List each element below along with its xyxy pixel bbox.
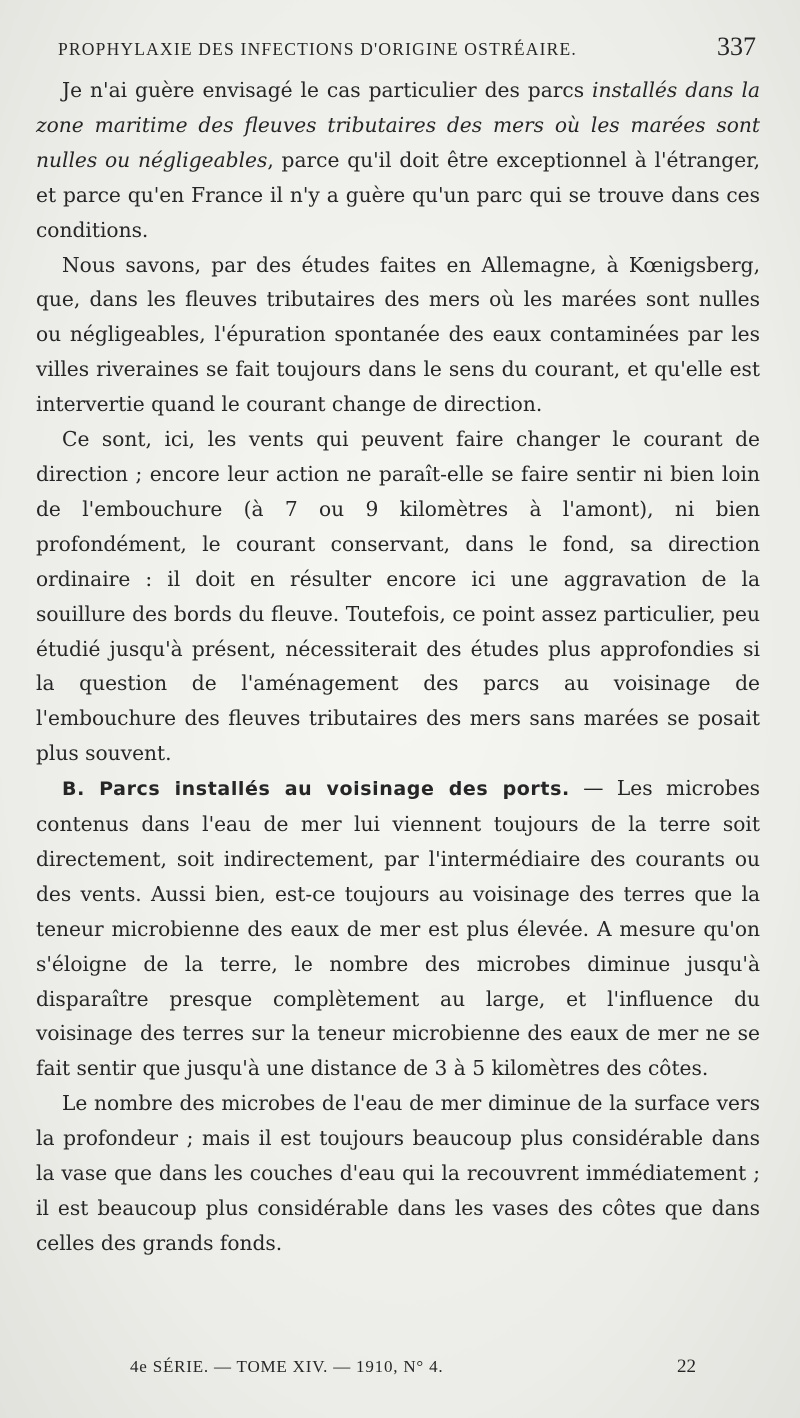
paragraph-1-text-a: Je n'ai guère envisagé le cas particulier des parcs bbox=[62, 78, 593, 102]
paragraph-1-italic: installés dans la zone maritime des fleuves tributaires des mers où les marées sont nulles ou négligeables bbox=[36, 78, 761, 172]
paragraph-5: Le nombre des microbes de l'eau de mer diminue de la surface vers la profondeur ; mais il est toujours beaucoup plus considérable dans la vase que dans les couches d'eau qui la recouvrent immédiatement ; il est beaucoup plus considérable dans les vases des côtes que dans celles des grands fonds. bbox=[36, 1091, 760, 1255]
page-footer bbox=[130, 1356, 696, 1386]
paragraph-3: Ce sont, ici, les vents qui peuvent faire changer le courant de direction ; encore leur action ne paraît-elle se faire sentir ni bien loin de l'embouchure (à 7 ou 9 kilomètres à l'amont), ni bien profondément, le courant conservant, dans le fond, sa direction ordinaire : il doit en résulter encore ici une aggravation de la souillure des bords du fleuve. Toutefois, ce point assez particulier, peu étudié jusqu'à présent, nécessiterait des études plus approfondies si la question de l'aménagement des parcs au voisinage de l'embouchure des fleuves tributaires des mers sans marées se posait plus souvent. bbox=[36, 427, 760, 766]
paragraph-1-text-b: , parce qu'il doit être exceptionnel à l'étranger, et parce qu'en France il n'y a guère qu'un parc qui se trouve dans ces conditions. bbox=[36, 147, 760, 242]
paragraph-1 bbox=[36, 73, 760, 248]
paragraph-4-text: — Les microbes contenus dans l'eau de mer lui viennent toujours de la terre soit directement, soit indirectement, par l'intermédiaire des courants ou des vents. Aussi bien, est-ce toujours au voisinage des terres que la teneur microbienne des eaux de mer est plus élevée. A mesure qu'on s'éloigne de la terre, le nombre des microbes diminue jusqu'à disparaître presque complètement au large, et l'influence du voisinage des terres sur la teneur microbienne des eaux de mer ne se fait sentir que jusqu'à une distance de 3 à 5 kilomètres des côtes. bbox=[36, 776, 760, 1081]
paragraph-4 bbox=[36, 771, 760, 1086]
running-title: PROPHYLAXIE DES INFECTIONS D'ORIGINE OSTRÉAIRE. bbox=[58, 39, 577, 59]
series-signature: 4e SÉRIE. — TOME XIV. — 1910, N° 4. bbox=[130, 1357, 444, 1376]
body-text bbox=[36, 73, 760, 1261]
running-head bbox=[58, 32, 756, 66]
paragraph-2: Nous savons, par des études faites en Allemagne, à Kœnigsberg, que, dans les fleuves tributaires des mers où les marées sont nulles ou négligeables, l'épuration spontanée des eaux contaminées par les villes riveraines se fait toujours dans le sens du courant, et qu'elle est intervertie quand le courant change de direction. bbox=[36, 252, 760, 417]
section-heading: B. Parcs installés au voisinage des ports. bbox=[62, 778, 570, 801]
page-number: 337 bbox=[717, 32, 756, 61]
sheet-number: 22 bbox=[677, 1356, 696, 1377]
